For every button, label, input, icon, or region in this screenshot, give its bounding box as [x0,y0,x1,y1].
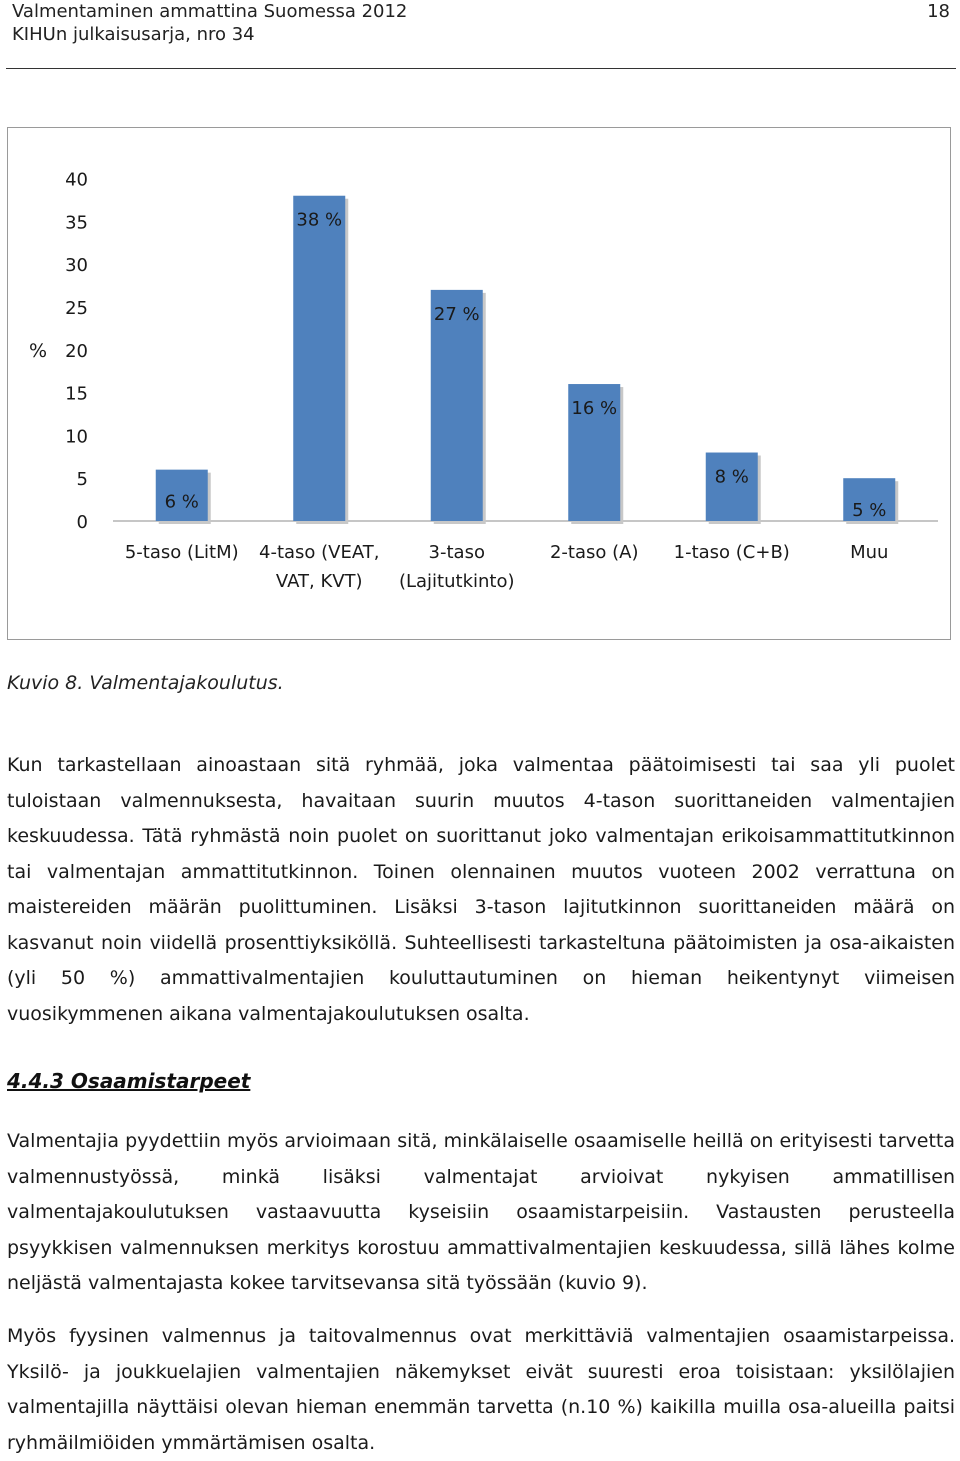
header-rule [6,68,956,69]
y-tick-label: 35 [65,212,88,234]
y-tick-label: 0 [76,512,88,533]
x-tick-label: 1-taso (C+B) [673,542,790,563]
header-publication-title: Valmentaminen ammattina Suomessa 2012 [12,1,408,22]
bar-data-label: 16 % [571,398,618,420]
x-tick-label: 3-taso [428,542,485,563]
y-tick-label: 40 [65,169,88,191]
y-tick-label: 20 [65,340,88,362]
x-tick-label: (Lajitutkinto) [398,571,515,592]
bar-chart-svg [8,128,950,639]
bar-data-label: 5 % [852,500,887,522]
x-tick-label: 5-taso (LitM) [124,542,239,563]
y-tick-label: 30 [65,255,88,277]
paragraph-2: Valmentajia pyydettiin myös arvioimaan sitä, minkälaiselle osaamiselle heillä on erityisesti tarvetta valmennustyössä, minkä lisäksi valmentajat arvioivat nykyisen ammatillisen valmentajakoulutuksen vastaavuutta kyseisiin osaamistarpeisiin. Vastausten perusteella psyykkisen valmennuksen merkitys korostuu ammattivalmentajien keskuudessa, sillä lähes kolme neljästä valmentajasta kokee tarvitsevansa sitä työssään (kuvio 9). [7,1130,955,1294]
bar-data-label: 6 % [164,491,199,513]
y-tick-label: 10 [65,426,88,448]
x-tick-label: Muu [850,542,889,563]
x-tick-label: VAT, KVT) [275,571,363,592]
x-tick-label: 2-taso (A) [549,542,639,563]
y-axis-label: % [28,339,48,362]
y-tick-label: 15 [65,383,88,405]
paragraph-1: Kun tarkastellaan ainoastaan sitä ryhmää, joka valmentaa päätoimisesti tai saa yli puolet tuloistaan valmennuksesta, havaitaan suurin muutos 4-tason suorittaneiden valmentajien keskuudessa. Tätä ryhmästä noin puolet on suorittanut joko valmentajan erikoisammattitutkinnon tai valmentajan ammattitutkinnon. Toinen olennainen muutos vuoteen 2002 verrattuna on maistereiden määrän puolittuminen. Lisäksi 3-tason lajitutkinnon suorittaneiden määrä on kasvanut noin viidellä prosenttiyksiköllä. Suhteellisesti tarkasteltuna päätoimisten ja osa-aikaisten (yli 50 %) ammattivalmentajien kouluttautuminen on hieman heikentynyt viimeisen vuosikymmenen aikana valmentajakoulutuksen osalta. [7,754,955,1025]
bar-data-label: 38 % [296,209,343,231]
bar [293,196,345,521]
y-tick-label: 5 [76,469,88,491]
page-number: 18 [927,1,950,22]
bar-chart [7,127,951,640]
page-header [6,0,956,68]
bar-data-label: 27 % [433,303,480,325]
figure-caption: Kuvio 8. Valmentajakoulutus. [7,672,284,694]
header-series: KIHUn julkaisusarja, nro 34 [12,24,255,45]
section-heading: 4.4.3 Osaamistarpeet [7,1069,251,1093]
paragraph-3: Myös fyysinen valmennus ja taitovalmennus ovat merkittäviä valmentajien osaamistarpeissa. Yksilö- ja joukkuelajien valmentajien näkemykset eivät suuresti eroa toisistaan: yksilölajien valmentajilla näyttäisi olevan hieman enemmän tarvetta (n.10 %) kaikilla muilla osa-alueilla paitsi ryhmäilmiöiden ymmärtämisen osalta. [7,1325,955,1454]
bar-data-label: 8 % [714,466,749,488]
x-tick-label: 4-taso (VEAT, [259,542,380,563]
y-tick-label: 25 [65,298,88,319]
